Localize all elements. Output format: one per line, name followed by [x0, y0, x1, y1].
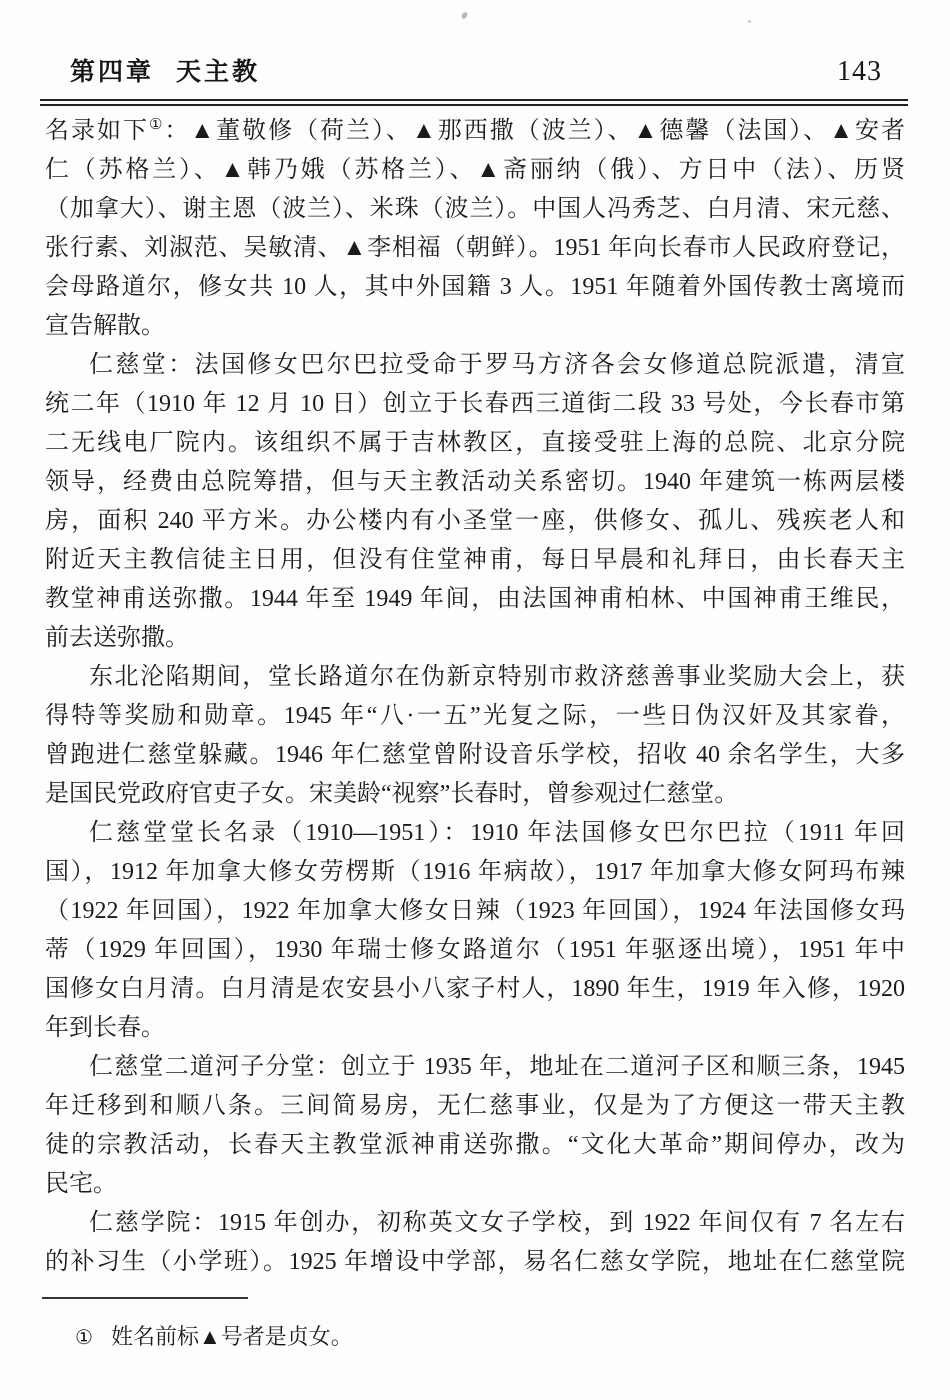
- text-line: 仁（苏格兰）、▲韩乃娥（苏格兰）、▲斋丽纳（俄）、方日中（法）、历贤: [45, 157, 905, 183]
- footnote: [75, 1322, 353, 1353]
- chapter-heading: [70, 52, 260, 88]
- header-double-rule: [40, 99, 908, 106]
- text-line: 年迁移到和顺八条。三间简易房，无仁慈事业，仅是为了方便这一带天主教: [45, 1093, 905, 1119]
- text-line: 得特等奖励和勋章。1945 年“八·一五”光复之际，一些日伪汉奸及其家眷，: [45, 703, 905, 729]
- text-line: 仁慈堂二道河子分堂：创立于 1935 年，地址在二道河子区和顺三条，1945: [89, 1054, 905, 1080]
- text-line: 前去送弥撒。: [45, 625, 189, 651]
- footnote-marker: ①: [75, 1327, 93, 1349]
- text-line: 张行素、刘淑范、吴敏清、▲李相福（朝鲜）。1951 年向长春市人民政府登记，: [45, 235, 905, 261]
- text-line: 领导，经费由总院筹措，但与天主教活动关系密切。1940 年建筑一栋两层楼: [45, 469, 905, 495]
- text-line: 国），1912 年加拿大修女劳楞斯（1916 年病故），1917 年加拿大修女阿玛布辣: [45, 859, 905, 885]
- scan-artifact-speck: [748, 20, 751, 23]
- text-line: 国修女白月清。白月清是农安县小八家子村人，1890 年生，1919 年入修，1920: [45, 976, 905, 1002]
- text-line: 的补习生（小学班）。1925 年增设中学部，易名仁慈女学院，地址在仁慈堂院: [45, 1249, 905, 1275]
- footnote-ref: ①: [148, 117, 165, 133]
- text-line: 仁慈堂堂长名录（1910—1951）：1910 年法国修女巴尔巴拉（1911 年回: [89, 820, 905, 846]
- footnote-text: 姓名前标▲号者是贞女。: [110, 1324, 353, 1349]
- text-line: 统二年（1910 年 12 月 10 日）创立于长春西三道街二段 33 号处，今长春市第: [45, 391, 905, 417]
- body-text: [45, 112, 905, 1282]
- text-line: 房，面积 240 平方米。办公楼内有小圣堂一座，供修女、孤儿、残疾老人和: [45, 508, 905, 534]
- text-line: 二无线电厂院内。该组织不属于吉林教区，直接受驻上海的总院、北京分院: [45, 430, 905, 456]
- text-line: 仁慈学院：1915 年创办，初称英文女子学校，到 1922 年间仅有 7 名左右: [89, 1210, 905, 1236]
- page-number: 143: [837, 56, 882, 87]
- text-line: 东北沦陷期间，堂长路道尔在伪新京特别市救济慈善事业奖励大会上，获: [89, 664, 905, 690]
- chapter-title: 天主教: [176, 58, 261, 86]
- text-line: 名录如下①：▲董敬修（荷兰）、▲那西撒（波兰）、▲德馨（法国）、▲安者: [45, 117, 906, 144]
- text-line: 蒂（1929 年回国），1930 年瑞士修女路道尔（1951 年驱逐出境），1951 年中: [45, 937, 905, 963]
- footnote-separator-rule: [42, 1297, 248, 1299]
- running-head: [70, 52, 882, 88]
- text-line: 徒的宗教活动，长春天主教堂派神甫送弥撒。“文化大革命”期间停办，改为: [45, 1132, 905, 1158]
- chapter-number: 第四章: [70, 58, 155, 86]
- text-line: 年到长春。: [45, 1015, 165, 1041]
- text-line: 会母路道尔，修女共 10 人，其中外国籍 3 人。1951 年随着外国传教士离境而: [45, 274, 905, 300]
- text-line: 仁慈堂：法国修女巴尔巴拉受命于罗马方济各会女修道总院派遣，清宣: [89, 352, 905, 378]
- text-line: 曾跑进仁慈堂躲藏。1946 年仁慈堂曾附设音乐学校，招收 40 余名学生，大多: [45, 742, 905, 768]
- text-line: 是国民党政府官吏子女。宋美龄“视察”长春时，曾参观过仁慈堂。: [45, 781, 739, 807]
- scan-artifact-speck: [460, 11, 468, 20]
- text-line: （加拿大）、谢主恩（波兰）、米珠（波兰）。中国人冯秀芝、白月清、宋元慈、: [45, 196, 905, 222]
- text-line: 附近天主教信徒主日用，但没有住堂神甫，每日早晨和礼拜日，由长春天主: [45, 547, 905, 573]
- text-line: 宣告解散。: [45, 313, 165, 339]
- text-line: （1922 年回国），1922 年加拿大修女日辣（1923 年回国），1924 年法国修女玛: [45, 898, 905, 924]
- text-line: 民宅。: [45, 1171, 117, 1197]
- text-line: 教堂神甫送弥撒。1944 年至 1949 年间，由法国神甫柏林、中国神甫王维民，: [45, 586, 905, 612]
